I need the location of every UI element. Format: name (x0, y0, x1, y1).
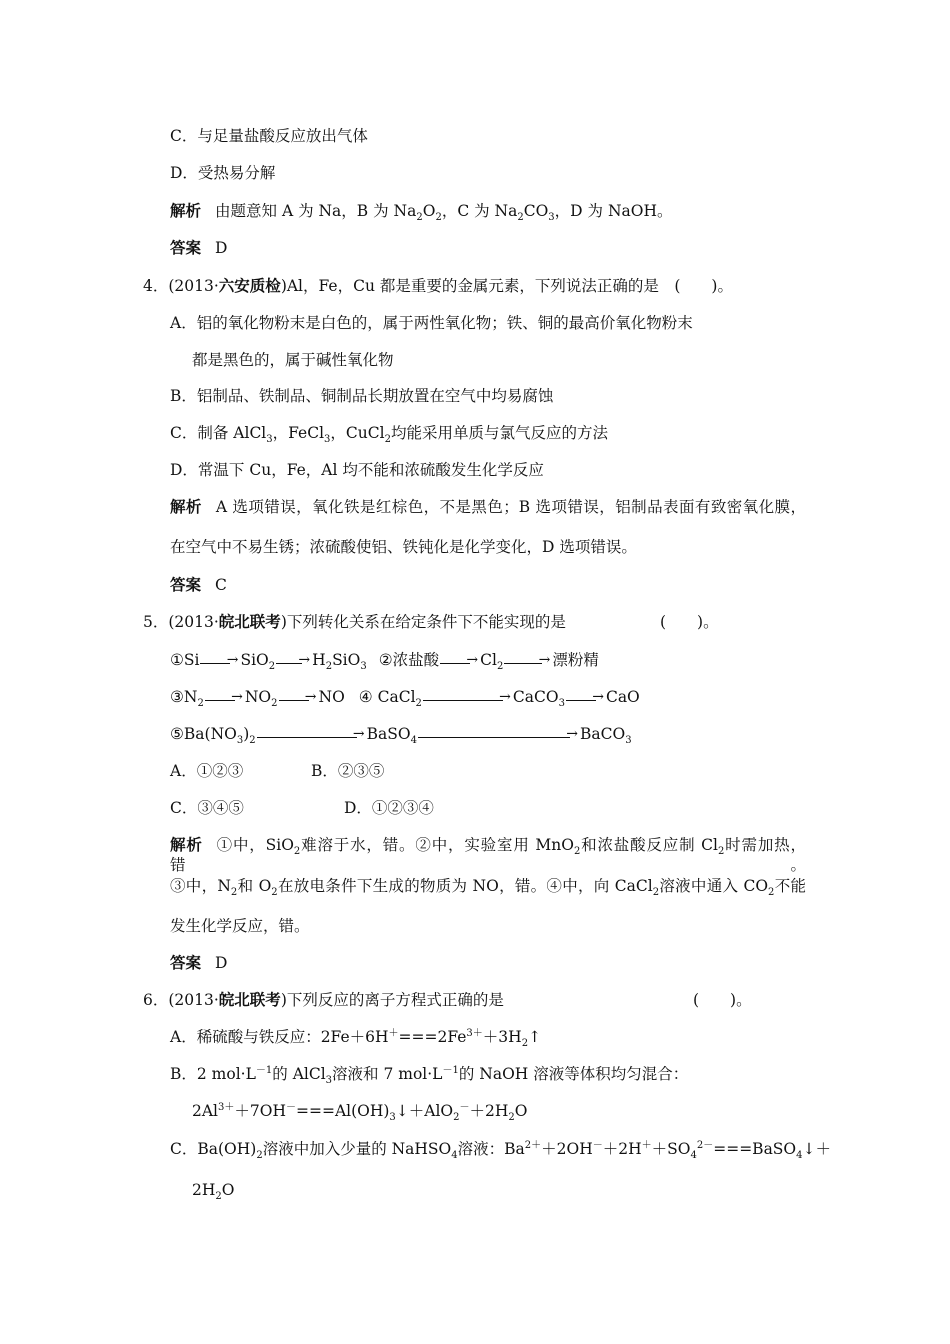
q4-option-a-line2: 都是黑色的，属于碱性氧化物 (192, 351, 394, 369)
q5-option-a: A．①②③ (170, 762, 244, 780)
q4-option-b: B．铝制品、铁制品、铜制品长期放置在空气中均易腐蚀 (170, 387, 554, 405)
q4-answer: 答案 C (170, 576, 227, 594)
q3-option-c: C．与足量盐酸反应放出气体 (170, 127, 368, 145)
q5-stem: 5．(2013·皖北联考)下列转化关系在给定条件下不能实现的是 (143, 612, 566, 631)
q4-stem: 4．(2013·六安质检)Al，Fe，Cu 都是重要的金属元素，下列说法正确的是 ( )。 (143, 276, 733, 295)
q4-option-d: D．常温下 Cu，Fe，Al 均不能和浓硫酸发生化学反应 (170, 461, 544, 479)
q6-stem: 6．(2013·皖北联考)下列反应的离子方程式正确的是 (143, 990, 504, 1009)
q4-option-a-line1: A．铝的氧化物粉末是白色的，属于两性氧化物；铁、铜的最高价氧化物粉末 (170, 314, 693, 332)
arrow-icon (276, 653, 302, 664)
q5-analysis-line2: ③中，$N_2$和 $O_2$在放电条件下生成的物质为 NO，错。④中，向 CaCl$_2$溶液中通入 $CO_2$不能 (170, 877, 806, 899)
arrow-icon (200, 653, 230, 664)
q5-option-c: C．③④⑤ (170, 799, 244, 817)
arrow-icon (418, 727, 570, 738)
arrow-icon (257, 727, 357, 738)
arrow-icon (504, 653, 542, 664)
q6-answer-blank: ( )。 (693, 991, 752, 1009)
answer-label: 答案 (170, 576, 202, 594)
q5-item-row3: $⑤Ba(NO_3)_2\to$ BaSO$_4$→ BaCO$_3$ (170, 724, 632, 744)
q4-analysis-line2: 在空气中不易生锈；浓硫酸使铝、铁钝化是化学变化，D 选项错误。 (170, 538, 637, 556)
q5-item-row1: ①Si→ $SiO_2\to H_2SiO_3$ ②浓盐酸→ $Cl_2\to$ 漂粉精 (170, 650, 599, 670)
q6-option-c-line2: $2H_2O$ (192, 1181, 235, 1203)
arrow-icon (566, 690, 596, 701)
q3-analysis: 解析 由题意知 A 为 Na，B 为 $Na_2O_2$，C 为 $Na_2CO_3$，D 为 NaOH。 (170, 202, 673, 224)
q6-option-c-line1: C．$Ba(OH)_2$溶液中加入少量的 NaHSO$_4$溶液：$Ba^{2+}+2OH^-+2H^++SO_4^{2-}===BaSO_4↓+$ (170, 1139, 832, 1162)
arrow-icon (205, 690, 235, 701)
q5-option-d: D．①②③④ (344, 799, 434, 817)
arrow-icon (440, 653, 470, 664)
analysis-label: 解析 (170, 498, 202, 516)
q6-option-a: A．稀硫酸与铁反应：$2Fe+6H^+===2Fe^{3+}+3H_2↑$ (170, 1027, 542, 1050)
q3-answer: 答案 D (170, 239, 228, 257)
answer-label: 答案 (170, 239, 202, 257)
q6-option-b-line2: $2Al^{3+}+7OH^-===Al(OH)_3↓+AlO_2^-+2H_2O$ (192, 1101, 528, 1124)
arrow-icon (279, 690, 309, 701)
q5-analysis-line1: 解析 ①中，SiO$_2$难溶于水，错。②中，实验室用 MnO$_2$和浓盐酸反应制 $Cl_2$时需加热，错。 (170, 836, 806, 874)
q6-option-b-line1: B．2 $mol\cdot L^{-1}$的 AlCl$_3$溶液和 7 $mol\cdot L^{-1}$的 NaOH 溶液等体积均匀混合： (170, 1064, 689, 1087)
q5-analysis-line3: 发生化学反应，错。 (170, 917, 310, 935)
analysis-label: 解析 (170, 202, 202, 220)
analysis-label: 解析 (170, 836, 203, 854)
q5-answer: 答案 D (170, 954, 228, 972)
q3-option-d: D．受热易分解 (170, 164, 276, 182)
arrow-icon (423, 690, 503, 701)
q5-option-b: B．②③⑤ (311, 762, 385, 780)
q5-item-row2: $③N_2\to NO_2\to$ NO ④ CaCl$_2$→ CaCO$_3$→ CaO (170, 687, 640, 707)
q5-answer-blank: ( )。 (660, 613, 719, 631)
q4-analysis-line1: 解析 A 选项错误，氧化铁是红棕色，不是黑色；B 选项错误，铝制品表面有致密氧化膜， (170, 498, 806, 516)
q4-option-c: C．制备 AlCl$_3$，FeCl$_3$，CuCl$_2$均能采用单质与氯气反应的方法 (170, 424, 608, 446)
answer-label: 答案 (170, 954, 202, 972)
